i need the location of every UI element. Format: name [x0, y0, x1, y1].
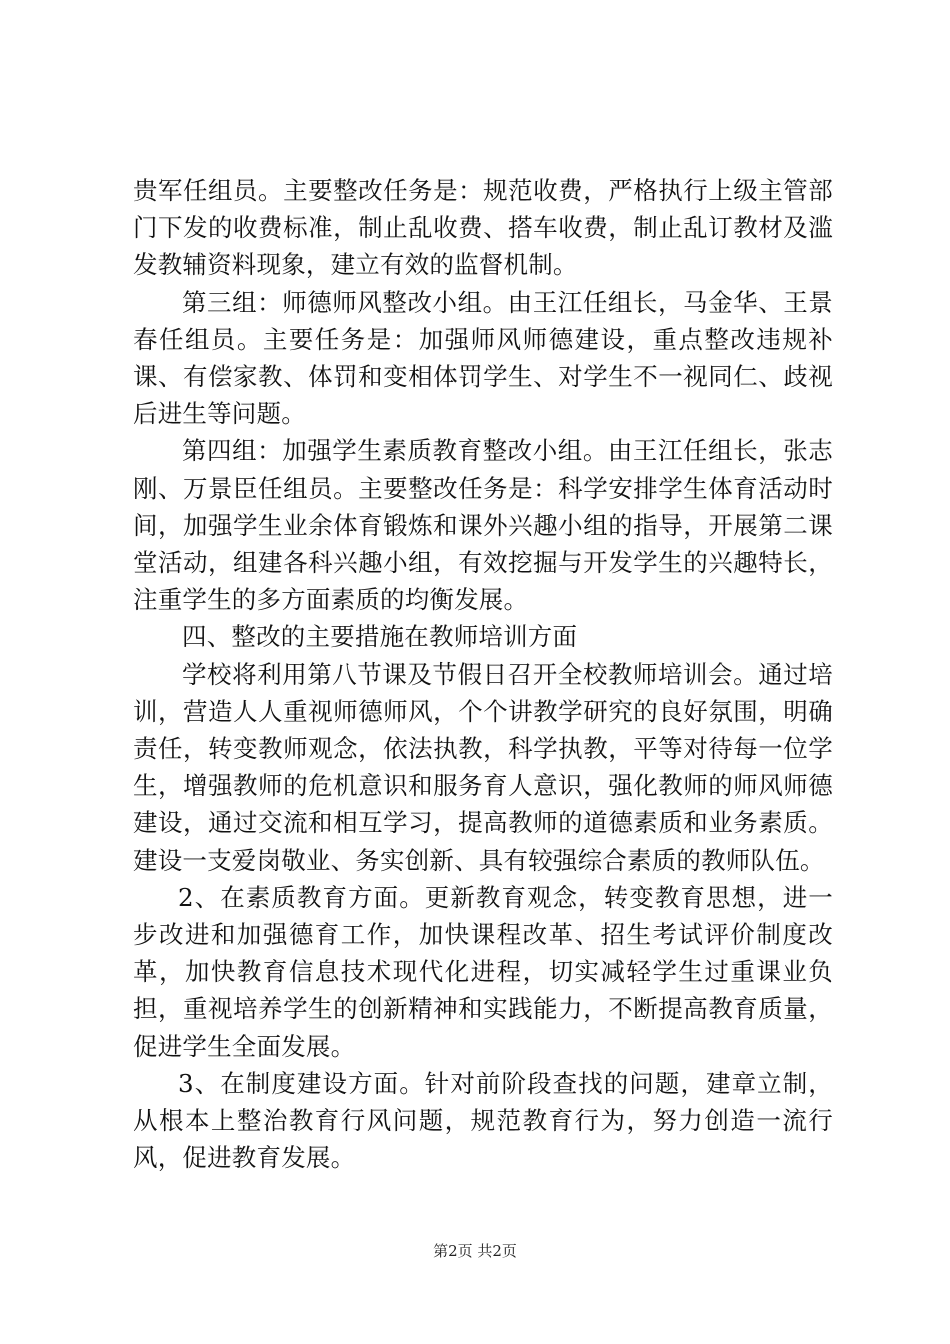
paragraph-quality-education: 2、在素质教育方面。更新教育观念，转变教育思想，进一步改进和加强德育工作，加快课程改革、招生考试评价制度改革，加快教育信息技术现代化进程，切实减轻学生过重课业负担，重视培养学生的创新精神和实践能力，不断提高教育质量，促进学生全面发展。 [133, 882, 833, 1061]
paragraph-group-three: 第三组：师德师风整改小组。由王江任组长，马金华、王景春任组员。主要任务是：加强师风师德建设，重点整改违规补课、有偿家教、体罚和变相体罚学生、对学生不一视同仁、歧视后进生等问题。 [133, 287, 833, 429]
paragraph-fee-group-tasks: 贵军任组员。主要整改任务是：规范收费，严格执行上级主管部门下发的收费标准，制止乱收费、搭车收费，制止乱订教材及滥发教辅资料现象，建立有效的监督机制。 [133, 176, 833, 280]
paragraph-teacher-training: 学校将利用第八节课及节假日召开全校教师培训会。通过培训，营造人人重视师德师风，个个讲教学研究的良好氛围，明确责任，转变教师观念，依法执教，科学执教，平等对待每一位学生，增强教师的危机意识和服务育人意识，强化教师的师风师德建设，通过交流和相互学习，提高教师的道德素质和业务素质。建设一支爱岗敬业、务实创新、具有较强综合素质的教师队伍。 [133, 659, 833, 875]
page-number-footer: 第2页 共2页 [433, 1242, 517, 1260]
document-body [133, 172, 833, 1176]
section-heading-measures: 四、整改的主要措施在教师培训方面 [182, 622, 578, 652]
paragraph-system-building: 3、在制度建设方面。针对前阶段查找的问题，建章立制，从根本上整治教育行风问题，规范教育行为，努力创造一流行风，促进教育发展。 [133, 1068, 833, 1173]
paragraph-group-four: 第四组：加强学生素质教育整改小组。由王江任组长，张志刚、万景臣任组员。主要整改任务是：科学安排学生体育活动时间，加强学生业余体育锻炼和课外兴趣小组的指导，开展第二课堂活动，组建各科兴趣小组，有效挖掘与开发学生的兴趣特长，注重学生的多方面素质的均衡发展。 [133, 436, 833, 615]
